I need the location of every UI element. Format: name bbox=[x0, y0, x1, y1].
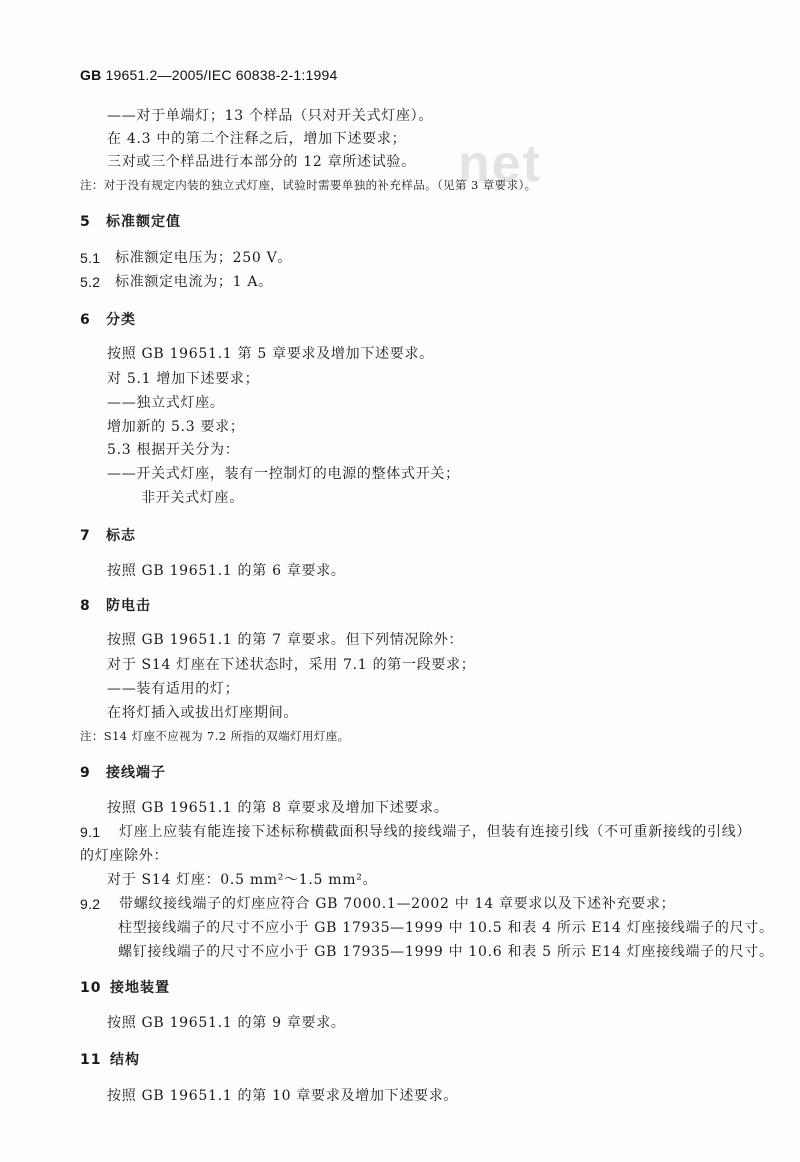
section-title: 分类 bbox=[106, 312, 136, 328]
intro-line: ——对于单端灯；13 个样品（只对开关式灯座）。 bbox=[107, 108, 434, 124]
intro-line: 三对或三个样品进行本部分的 12 章所述试验。 bbox=[107, 154, 416, 170]
list-item: ——独立式灯座。 bbox=[107, 395, 225, 411]
clause-text: 标准额定电压为；250 V。 bbox=[115, 250, 293, 266]
section-number: 7 bbox=[80, 528, 91, 544]
standard-code: 19651.2—2005/IEC 60838-2-1:1994 bbox=[105, 67, 338, 83]
section-title: 结构 bbox=[110, 1052, 140, 1068]
clause-number: 9.1 bbox=[80, 824, 101, 840]
section-title: 接地装置 bbox=[110, 980, 170, 996]
standard-prefix: GB bbox=[80, 67, 102, 83]
section-number: 11 bbox=[80, 1052, 102, 1068]
body-line: 按照 GB 19651.1 第 5 章要求及增加下述要求。 bbox=[107, 346, 434, 362]
body-line: 按照 GB 19651.1 的第 10 章要求及增加下述要求。 bbox=[107, 1088, 459, 1104]
list-item: 非开关式灯座。 bbox=[141, 490, 244, 506]
list-item: 螺钉接线端子的尺寸不应小于 GB 17935—1999 中 10.6 和表 5 所示 E14 灯座接线端子的尺寸。 bbox=[118, 944, 774, 960]
clause-number: 5.1 bbox=[80, 250, 101, 266]
clause-number: 5.2 bbox=[80, 274, 101, 290]
body-line: 对于 S14 灯座在下述状态时，采用 7.1 的第一段要求； bbox=[107, 657, 476, 673]
list-item: 在将灯插入或拔出灯座期间。 bbox=[107, 705, 299, 721]
section-title: 标准额定值 bbox=[106, 214, 181, 230]
section-number: 9 bbox=[80, 765, 91, 781]
clause-text: 灯座上应装有能连接下述标称横截面积导线的接线端子，但装有连接引线（不可重新接线的引线） bbox=[119, 824, 752, 840]
list-item: ——装有适用的灯； bbox=[107, 681, 240, 697]
clause-continuation: 的灯座除外： bbox=[80, 848, 169, 864]
intro-line: 在 4.3 中的第二个注释之后，增加下述要求； bbox=[107, 131, 407, 147]
body-line: 5.3 根据开关分为： bbox=[107, 442, 240, 458]
body-line: 按照 GB 19651.1 的第 9 章要求。 bbox=[107, 1015, 346, 1031]
section-number: 5 bbox=[80, 214, 91, 230]
body-line: 按照 GB 19651.1 的第 7 章要求。但下列情况除外： bbox=[107, 632, 464, 648]
section-number: 6 bbox=[80, 312, 91, 328]
list-item: ——开关式灯座，装有一控制灯的电源的整体式开关； bbox=[107, 466, 460, 482]
standard-code-header bbox=[80, 67, 337, 83]
section-number: 10 bbox=[80, 980, 102, 996]
clause-number: 9.2 bbox=[80, 896, 101, 912]
clause-text: 标准额定电流为；1 A。 bbox=[115, 274, 273, 290]
section-title: 标志 bbox=[106, 528, 136, 544]
body-line: 按照 GB 19651.1 的第 6 章要求。 bbox=[107, 563, 346, 579]
body-line: 按照 GB 19651.1 的第 8 章要求及增加下述要求。 bbox=[107, 800, 449, 816]
watermark: net bbox=[458, 135, 542, 193]
clause-text: 带螺纹接线端子的灯座应符合 GB 7000.1—2002 中 14 章要求以及下述补充要求； bbox=[119, 896, 676, 912]
section-title: 接线端子 bbox=[106, 765, 166, 781]
note: 注：对于没有规定内装的独立式灯座，试验时需要单独的补充样品。（见第 3 章要求）。 bbox=[80, 178, 537, 192]
body-line: 增加新的 5.3 要求； bbox=[107, 419, 245, 435]
list-item: 柱型接线端子的尺寸不应小于 GB 17935—1999 中 10.5 和表 4 所示 E14 灯座接线端子的尺寸。 bbox=[118, 920, 774, 936]
clause-continuation: 对于 S14 灯座：0.5 mm²～1.5 mm²。 bbox=[107, 872, 378, 888]
note: 注：S14 灯座不应视为 7.2 所指的双端灯用灯座。 bbox=[80, 729, 350, 743]
body-line: 对 5.1 增加下述要求； bbox=[107, 371, 260, 387]
section-number: 8 bbox=[80, 598, 91, 614]
section-title: 防电击 bbox=[106, 598, 151, 614]
